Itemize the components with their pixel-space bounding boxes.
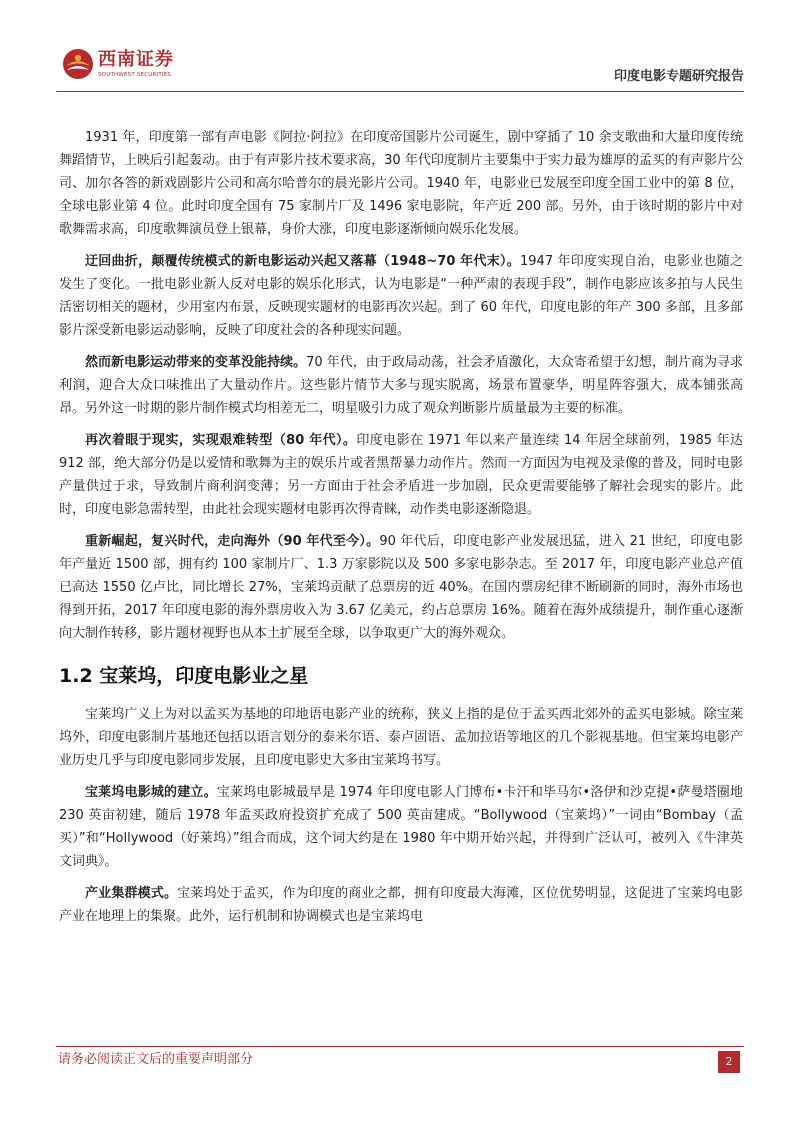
paragraph-lead: 然而新电影运动带来的变革没能持续。 — [85, 355, 307, 370]
paragraph — [59, 882, 743, 928]
paragraph-text: 宝莱坞广义上为对以孟买为基地的印地语电影产业的统称，狭义上指的是位于孟买西北郊外的孟买电影城。除宝莱坞外，印度电影制片基地还包括以语言划分的泰米尔语、泰卢固语、孟加拉语等地区的几个影视基地。但宝莱坞电影产业历史几乎与印度电影同步发展，且印度电影史大多由宝莱坞书写。 — [59, 707, 743, 768]
paragraph — [59, 250, 743, 342]
footer-divider — [56, 1046, 744, 1047]
paragraph-text: 印度电影在 1971 年以来产量连续 14 年居全球前列，1985 年达 912 部，绝大部分仍是以爱情和歌舞为主的娱乐片或者黑帮暴力动作片。然而一方面因为电视及录像的普及，同时电影产量供过于求，导致制片商利润变薄；另一方面由于社会矛盾进一步加剧，民众更需要能够了解社会现实的影片。此时，印度电影急需转型，由此社会现实题材电影再次得青睐，动作类电影逐渐隐退。 — [59, 433, 743, 517]
report-body — [59, 126, 743, 937]
paragraph — [59, 530, 743, 645]
paragraph-text: 1931 年，印度第一部有声电影《阿拉·阿拉》在印度帝国影片公司诞生，剧中穿插了 10 余支歌曲和大量印度传统舞蹈情节，上映后引起轰动。由于有声影片技术要求高，30 年代印度制片主要集中于实力最为雄厚的孟买的有声影片公司、加尔各答的新戏剧影片公司和高尔哈普尔的晨光影片公司。1940 年，电影业已发展至印度全国工业中的第 8 位，全球电影业第 4 位。此时印度全国有 75 家制片厂及 1496 家电影院，年产近 200 部。另外，由于该时期的影片中对歌舞需求高，印度歌舞演员登上银幕，身价大涨，印度电影逐渐倾向娱乐化发展。 — [59, 130, 743, 237]
paragraph — [59, 703, 743, 772]
paragraph-lead: 宝莱坞电影城的建立。 — [85, 785, 217, 800]
company-logo-icon — [62, 48, 94, 80]
paragraph-lead: 再次着眼于现实，实现艰难转型（80 年代）。 — [85, 433, 357, 448]
paragraph-lead: 迂回曲折，颠覆传统模式的新电影运动兴起又落幕（1948~70 年代末）。 — [85, 254, 520, 269]
paragraph — [59, 126, 743, 241]
paragraph — [59, 781, 743, 873]
section-heading: 1.2 宝莱坞，印度电影业之星 — [59, 665, 309, 687]
brand-name: 西南证券 — [98, 49, 174, 70]
report-title: 印度电影专题研究报告 — [613, 69, 744, 84]
paragraph-lead: 产业集群模式。 — [85, 886, 178, 901]
paragraph-text: 宝莱坞处于孟买，作为印度的商业之都，拥有印度最大海滩，区位优势明显，这促进了宝莱坞电影产业在地理上的集聚。此外，运行机制和协调模式也是宝莱坞电 — [59, 886, 743, 924]
paragraph — [59, 351, 743, 420]
paragraph-text: 1947 年印度实现自治，电影业也随之发生了变化。一批电影业新人反对电影的娱乐化形式，认为电影是“一种严肃的表现手段”，制作电影应该多拍与人民生活密切相关的题材，少用室内布景，反映现实题材的电影再次兴起。到了 60 年代，印度电影的年产 300 多部，且多部影片深受新电影运动影响，反映了印度社会的各种现实问题。 — [59, 254, 743, 338]
paragraph-text: 70 年代，由于政局动荡，社会矛盾激化，大众寄希望于幻想，制片商为寻求利润，迎合大众口味推出了大量动作片。这些影片情节大多与现实脱离，场景布置豪华，明星阵容强大，成本铺张高昂。另外这一时期的影片制作模式均相差无二，明星吸引力成了观众判断影片质量最为主要的标准。 — [59, 355, 743, 416]
paragraph-text: 90 年代后，印度电影产业发展迅猛，进入 21 世纪，印度电影年产量近 1500 部，拥有约 100 家制片厂、1.3 万家影院以及 500 多家电影杂志。至 2017 年，印度电影产业总产值已高达 1550 亿卢比，同比增长 27%，宝莱坞贡献了总票房的近 40%。在国内票房纪律不断刷新的同时，海外市场也得到开拓，2017 年印度电影的海外票房收入为 3.67 亿美元，约占总票房 16%。随着在海外成绩提升，制作重心逐渐向大制作转移，影片题材视野也从本土扩展至全球，以争取更广大的海外观众。 — [59, 534, 743, 641]
paragraph-lead: 重新崛起，复兴时代，走向海外（90 年代至今）。 — [85, 534, 380, 549]
paragraph — [59, 429, 743, 521]
disclaimer-note: 请务必阅读正文后的重要声明部分 — [58, 1052, 254, 1067]
brand-name-english: SOUTHWEST SECURITIES — [98, 72, 172, 78]
page-number: 2 — [718, 1051, 740, 1073]
header-divider — [56, 91, 744, 92]
paragraph-text: 宝莱坞电影城最早是 1974 年印度电影人门博布•卡汗和毕马尔•洛伊和沙克提•萨曼塔圈地 230 英亩初建，随后 1978 年孟买政府投资扩充成了 500 英亩建成。“Bollywood（宝莱坞）”一词由“Bombay（孟买）”和“Hollywood（好莱坞）”组合而成，这个词大约是在 1980 年中期开始兴起，并得到广泛认可，被列入《牛津英文词典》。 — [59, 785, 743, 869]
